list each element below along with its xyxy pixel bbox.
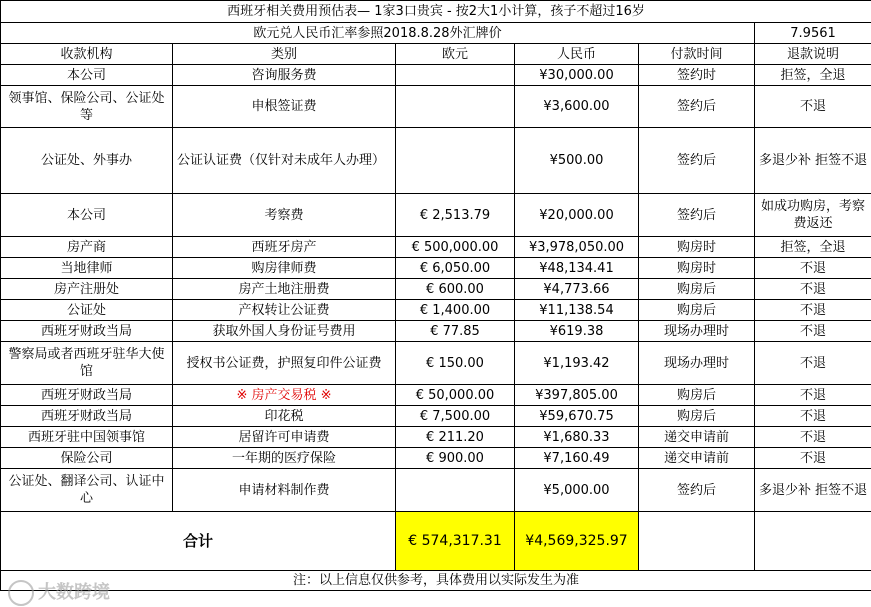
cell-category: 考察费	[173, 194, 396, 237]
cell-rmb: ¥500.00	[515, 128, 639, 194]
cell-payment-time: 递交申请前	[639, 427, 755, 448]
total-eur: € 574,317.31	[396, 512, 515, 571]
cell-org: 警察局或者西班牙驻华大使馆	[1, 342, 173, 385]
cell-org: 房产商	[1, 237, 173, 258]
cell-category: 产权转让公证费	[173, 300, 396, 321]
footnote: 注：以上信息仅供参考，具体费用以实际发生为准	[1, 571, 871, 591]
cell-payment-time: 购房后	[639, 406, 755, 427]
table-row	[1, 406, 871, 427]
exchange-rate-value: 7.9561	[755, 23, 871, 44]
cell-payment-time: 签约后	[639, 469, 755, 512]
cell-refund: 不退	[755, 300, 871, 321]
cell-rmb: ¥20,000.00	[515, 194, 639, 237]
table-row	[1, 321, 871, 342]
cell-rmb: ¥397,805.00	[515, 385, 639, 406]
header-refund: 退款说明	[755, 44, 871, 65]
cell-payment-time: 签约时	[639, 65, 755, 86]
cell-refund: 不退	[755, 342, 871, 385]
cell-refund: 不退	[755, 406, 871, 427]
cell-rmb: ¥30,000.00	[515, 65, 639, 86]
cell-category: 印花税	[173, 406, 396, 427]
cell-payment-time: 购房时	[639, 237, 755, 258]
cell-org: 保险公司	[1, 448, 173, 469]
cell-org: 西班牙财政当局	[1, 385, 173, 406]
cell-payment-time: 购房时	[639, 258, 755, 279]
cell-refund: 不退	[755, 86, 871, 128]
cell-rmb: ¥1,193.42	[515, 342, 639, 385]
cell-rmb: ¥7,160.49	[515, 448, 639, 469]
cell-org: 公证处、翻译公司、认证中心	[1, 469, 173, 512]
cell-org: 公证处	[1, 300, 173, 321]
cell-org: 西班牙财政当局	[1, 406, 173, 427]
header-eur: 欧元	[396, 44, 515, 65]
cell-eur	[396, 86, 515, 128]
cell-org: 房产注册处	[1, 279, 173, 300]
cell-eur: € 7,500.00	[396, 406, 515, 427]
cell-rmb: ¥48,134.41	[515, 258, 639, 279]
table-row	[1, 342, 871, 385]
header-payment-time: 付款时间	[639, 44, 755, 65]
cell-org: 公证处、外事办	[1, 128, 173, 194]
cell-eur	[396, 128, 515, 194]
cell-refund: 多退少补 拒签不退	[755, 128, 871, 194]
cell-rmb: ¥4,773.66	[515, 279, 639, 300]
total-rmb: ¥4,569,325.97	[515, 512, 639, 571]
total-empty-cell	[755, 512, 871, 571]
cell-refund: 如成功购房，考察费返还	[755, 194, 871, 237]
table-row	[1, 469, 871, 512]
cell-eur: € 600.00	[396, 279, 515, 300]
cell-eur: € 1,400.00	[396, 300, 515, 321]
total-row	[1, 512, 871, 571]
table-row	[1, 128, 871, 194]
cell-payment-time: 签约后	[639, 128, 755, 194]
total-empty-cell	[639, 512, 755, 571]
cell-refund: 不退	[755, 385, 871, 406]
cell-refund: 多退少补 拒签不退	[755, 469, 871, 512]
cell-rmb: ¥59,670.75	[515, 406, 639, 427]
cell-org: 本公司	[1, 65, 173, 86]
cell-category: 居留许可申请费	[173, 427, 396, 448]
table-row	[1, 427, 871, 448]
cell-payment-time: 购房后	[639, 385, 755, 406]
table-row	[1, 65, 871, 86]
cell-payment-time: 签约后	[639, 86, 755, 128]
header-row	[1, 44, 871, 65]
cell-eur: € 50,000.00	[396, 385, 515, 406]
exchange-rate-label: 欧元兑人民币汇率参照2018.8.28外汇牌价	[1, 23, 755, 44]
cell-payment-time: 递交申请前	[639, 448, 755, 469]
cell-category: 西班牙房产	[173, 237, 396, 258]
table-row	[1, 385, 871, 406]
cell-rmb: ¥5,000.00	[515, 469, 639, 512]
cell-category: 授权书公证费，护照复印件公证费	[173, 342, 396, 385]
cell-eur: € 2,513.79	[396, 194, 515, 237]
cell-rmb: ¥619.38	[515, 321, 639, 342]
watermark-text: 大数跨境	[38, 582, 110, 603]
cell-payment-time: 现场办理时	[639, 342, 755, 385]
cell-payment-time: 签约后	[639, 194, 755, 237]
cell-category: ※ 房产交易税 ※	[173, 385, 396, 406]
cell-eur: € 6,050.00	[396, 258, 515, 279]
cell-rmb: ¥3,978,050.00	[515, 237, 639, 258]
cell-refund: 不退	[755, 321, 871, 342]
table-row	[1, 279, 871, 300]
cell-eur	[396, 65, 515, 86]
cell-eur: € 500,000.00	[396, 237, 515, 258]
header-rmb: 人民币	[515, 44, 639, 65]
cell-category: 申根签证费	[173, 86, 396, 128]
cell-eur: € 77.85	[396, 321, 515, 342]
cell-payment-time: 购房后	[639, 300, 755, 321]
cell-rmb: ¥11,138.54	[515, 300, 639, 321]
cell-eur: € 900.00	[396, 448, 515, 469]
cell-refund: 拒签，全退	[755, 65, 871, 86]
cell-eur	[396, 469, 515, 512]
cell-rmb: ¥1,680.33	[515, 427, 639, 448]
cell-org: 领事馆、保险公司、公证处等	[1, 86, 173, 128]
cell-category: 房产土地注册费	[173, 279, 396, 300]
cell-org: 当地律师	[1, 258, 173, 279]
cell-payment-time: 现场办理时	[639, 321, 755, 342]
cell-org: 西班牙驻中国领事馆	[1, 427, 173, 448]
cell-refund: 不退	[755, 279, 871, 300]
table-row	[1, 86, 871, 128]
cell-category: 获取外国人身份证号费用	[173, 321, 396, 342]
table-row	[1, 237, 871, 258]
cell-category: 申请材料制作费	[173, 469, 396, 512]
cell-org: 西班牙财政当局	[1, 321, 173, 342]
cell-org: 本公司	[1, 194, 173, 237]
header-category: 类别	[173, 44, 396, 65]
table-row	[1, 194, 871, 237]
cell-rmb: ¥3,600.00	[515, 86, 639, 128]
cell-category: 咨询服务费	[173, 65, 396, 86]
table-row	[1, 300, 871, 321]
cell-category: 公证认证费（仅针对未成年人办理）	[173, 128, 396, 194]
cell-payment-time: 购房后	[639, 279, 755, 300]
cell-refund: 不退	[755, 258, 871, 279]
header-org: 收款机构	[1, 44, 173, 65]
total-label: 合计	[1, 512, 396, 571]
cell-refund: 不退	[755, 427, 871, 448]
table-row	[1, 448, 871, 469]
note-row	[1, 571, 871, 591]
cell-refund: 拒签，全退	[755, 237, 871, 258]
cell-category: 购房律师费	[173, 258, 396, 279]
table-row	[1, 258, 871, 279]
cell-eur: € 150.00	[396, 342, 515, 385]
cell-category: 一年期的医疗保险	[173, 448, 396, 469]
cell-refund: 不退	[755, 448, 871, 469]
table-title: 西班牙相关费用预估表— 1家3口贵宾 - 按2大1小计算，孩子不超过16岁	[1, 1, 871, 23]
cell-eur: € 211.20	[396, 427, 515, 448]
